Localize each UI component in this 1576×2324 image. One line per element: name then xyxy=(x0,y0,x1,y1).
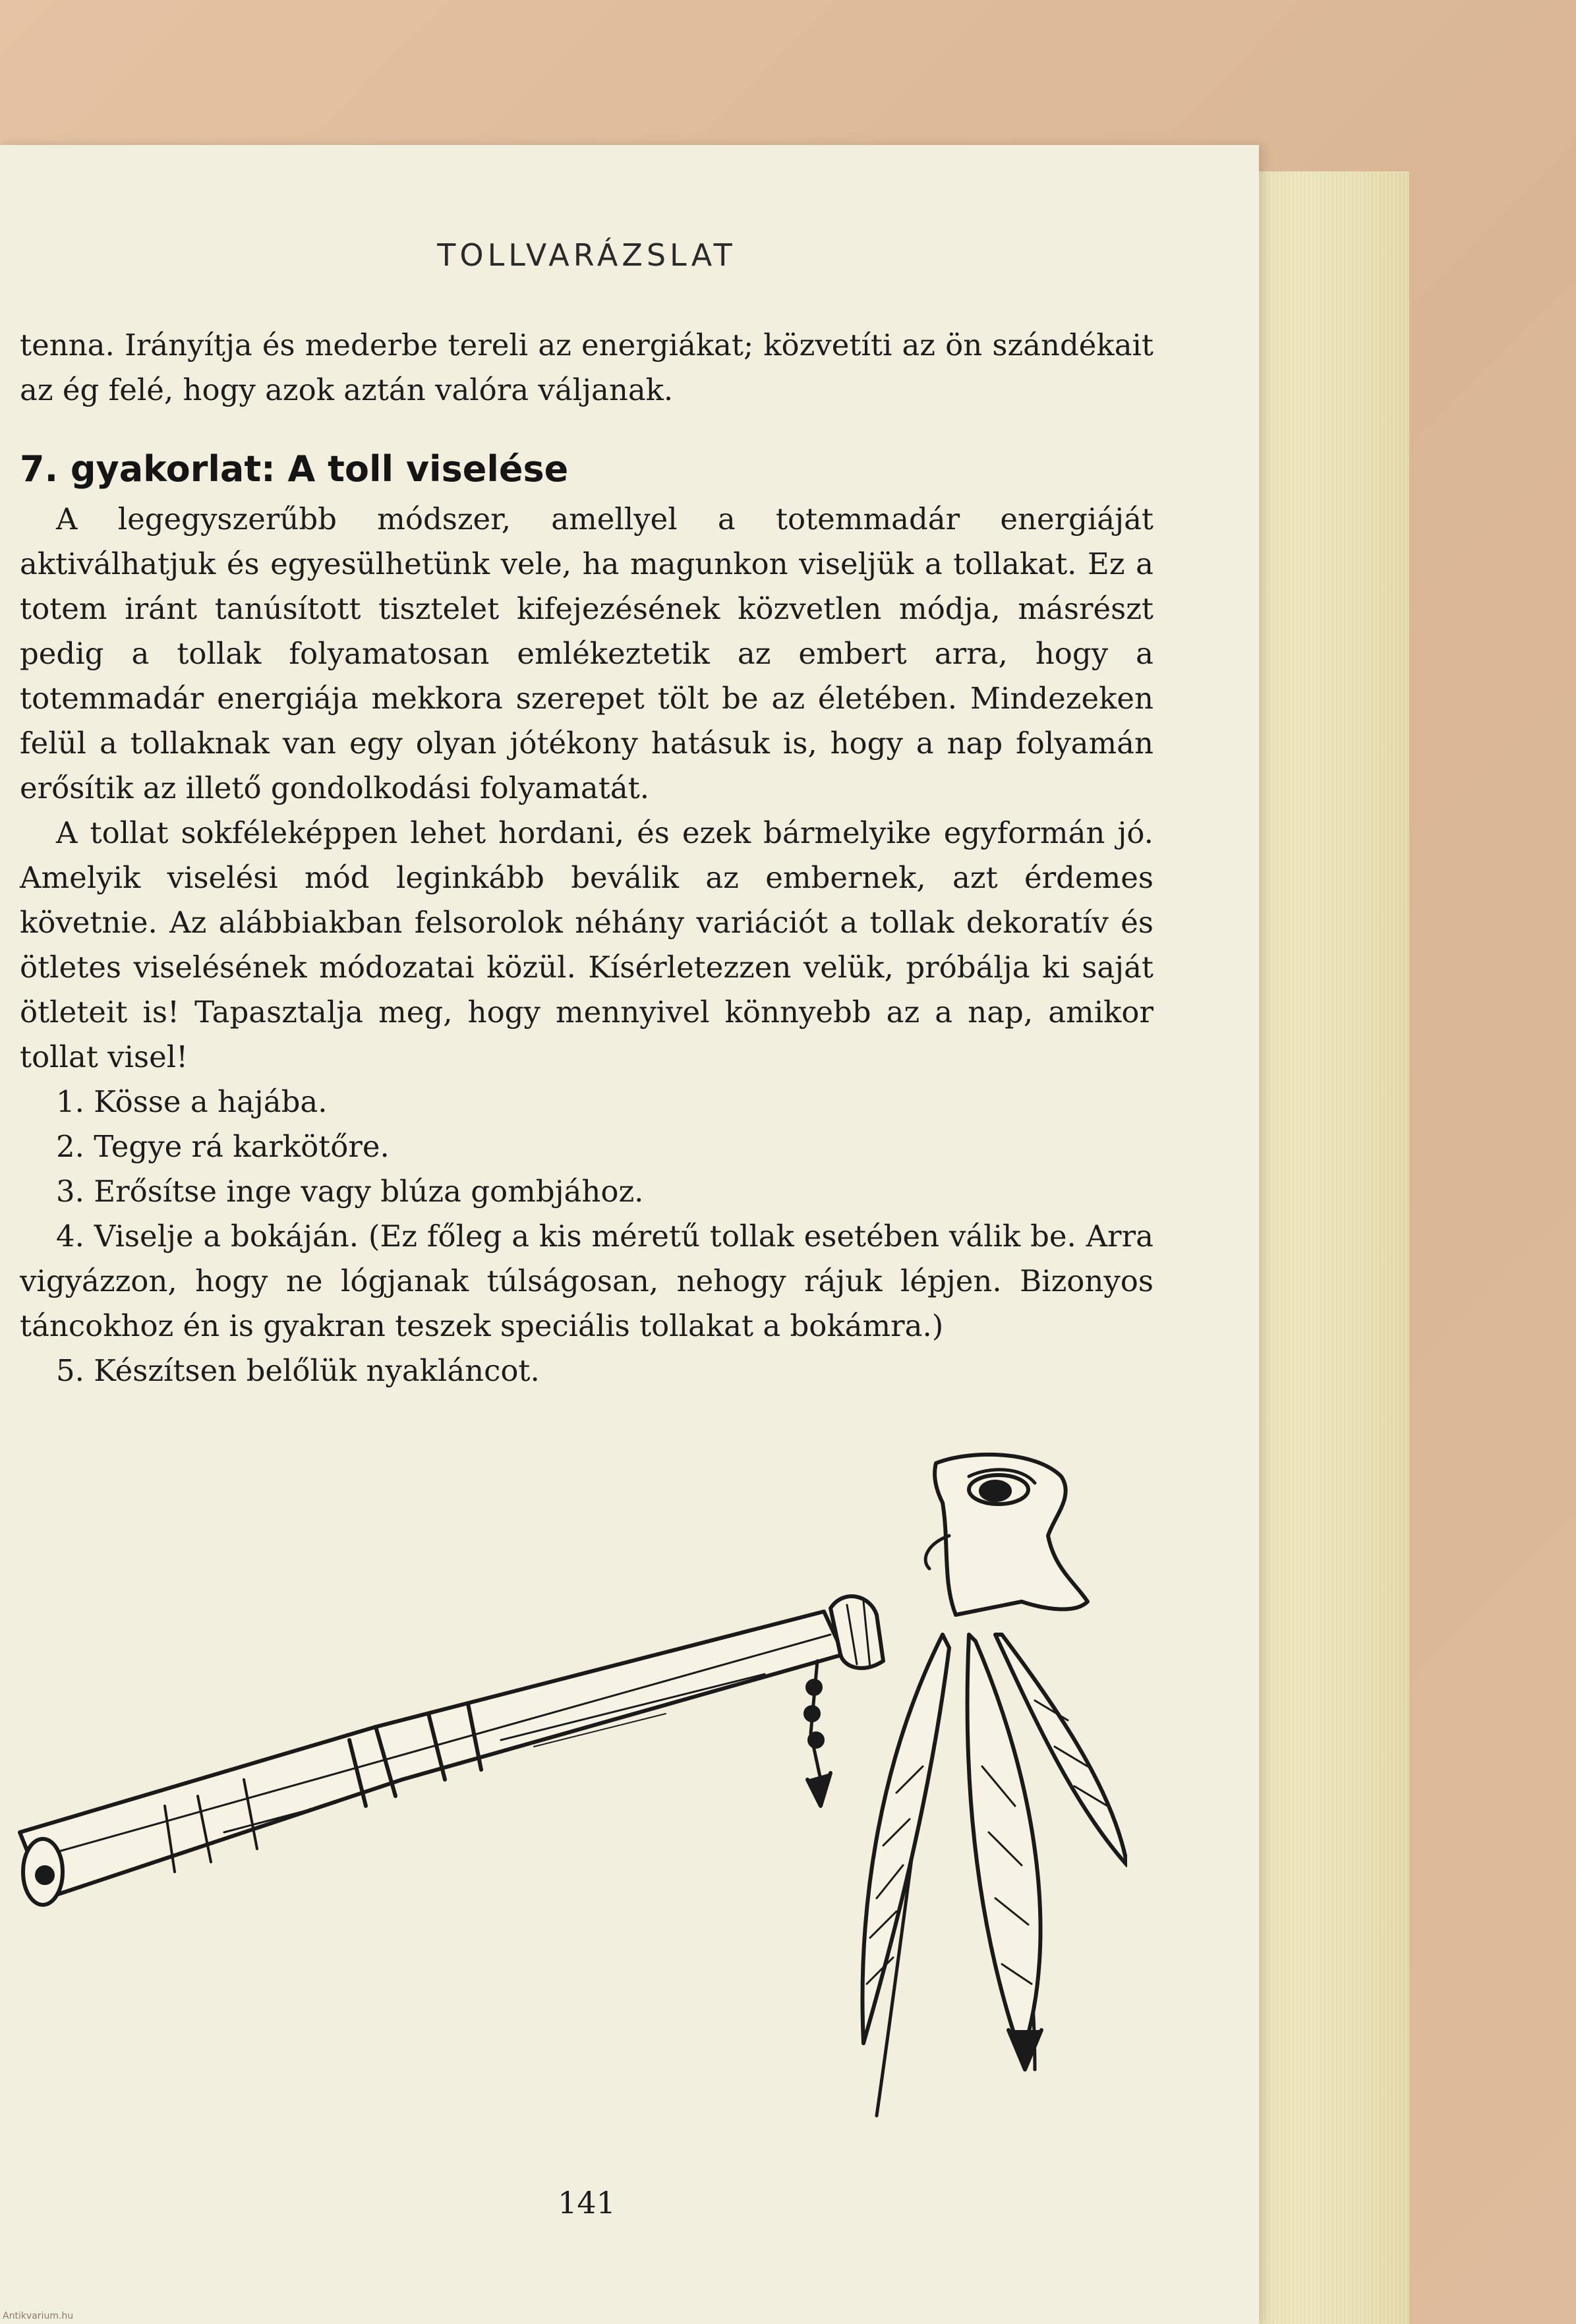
page-number: 141 xyxy=(558,2185,616,2221)
list-item: 1. Kösse a hajába. xyxy=(56,1084,328,1119)
page-edge xyxy=(1239,171,1409,2324)
list-item: 4. Viselje a bokáján. (Ez főleg a kis méretű tollak esetében válik be. Arra vigyázzon, hogy ne lógjanak túlságosan, nehogy rájuk lépjen. Bizonyos táncokhoz én is gyakran teszek speciális tollakat a bokámra.) xyxy=(20,1219,1153,1343)
list-item: 3. Erősítse inge vagy blúza gombjához. xyxy=(56,1174,644,1209)
running-head: TOLLVARÁZSLAT xyxy=(437,237,736,273)
intro-paragraph: tenna. Irányítja és mederbe tereli az energiákat; közvetíti az ön szándékait az ég felé, hogy azok aztán valóra váljanak. xyxy=(20,328,1153,407)
watermark: Antikvarium.hu xyxy=(3,2311,74,2321)
body-text xyxy=(20,323,1153,1393)
paragraph-1: A legegyszerűbb módszer, amellyel a totemmadár energiáját aktiválhatjuk és egyesülhetünk vele, ha magunkon viseljük a tollakat. Ez a totem iránt tanúsított tisztelet kifejezésének közvetlen módja, másrészt pedig a tollak folyamatosan emlékeztetik az embert arra, hogy a totemmadár energiája mekkora szerepet tölt be az életében. Mindezeken felül a tollaknak van egy olyan jótékony hatásuk is, hogy a nap folyamán erősítik az illető gondolkodási folyamatát. xyxy=(20,502,1153,805)
book-page xyxy=(0,145,1259,2324)
paragraph-2: A tollat sokféleképpen lehet hordani, és ezek bármelyike egyformán jó. Amelyik viselési mód leginkább beválik az embernek, azt érdemes követnie. Az alábbiakban felsorolok néhány variációt a tollak dekoratív és ötletes viselésének módozatai közül. Kísérletezzen velük, próbálja ki saját ötleteit is! Tapasztalja meg, hogy mennyivel könnyebb az a nap, amikor tollat visel! xyxy=(20,815,1153,1074)
list-item: 5. Készítsen belőlük nyakláncot. xyxy=(56,1353,540,1388)
pipe-with-feathers-illustration xyxy=(7,1437,1127,2129)
list-item: 2. Tegye rá karkötőre. xyxy=(56,1129,390,1164)
section-heading: 7. gyakorlat: A toll viselése xyxy=(20,448,569,490)
